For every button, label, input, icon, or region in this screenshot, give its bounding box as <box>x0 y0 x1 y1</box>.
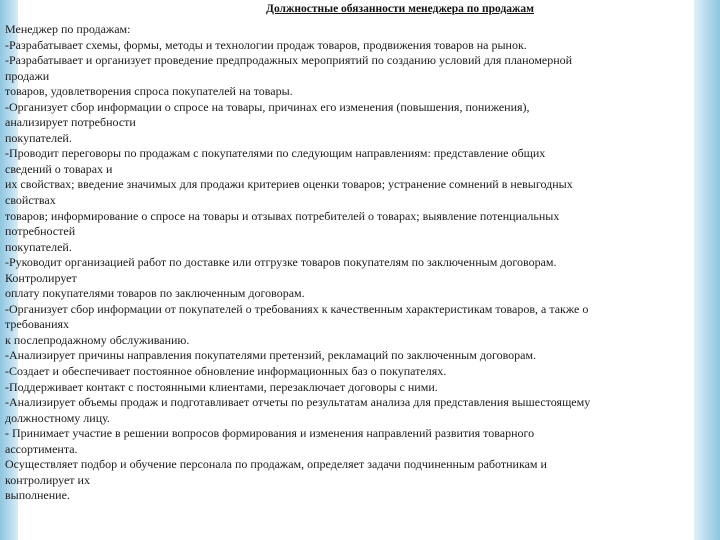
text-line: -Разрабатывает и организует проведение предпродажных мероприятий по созданию условий для планомерной <box>5 53 573 68</box>
text-line: Менеджер по продажам: <box>5 22 131 36</box>
document-body <box>5 22 695 504</box>
text-line: -Руководит организацией работ по доставке или отгрузке товаров покупателям по заключенным договорам. <box>5 255 557 270</box>
text-line: требованиях <box>5 317 70 332</box>
text-line: Осуществляет подбор и обучение персонала по продажам, определяет задачи подчиненным работникам и <box>5 457 547 472</box>
text-line: -Организует сбор информации от покупателей о требованиях к качественным характеристикам товаров, а также о <box>5 301 589 316</box>
text-line: потребностей <box>5 224 76 239</box>
text-line: -Разрабатывает схемы, формы, методы и технологии продаж товаров, продвижения товаров на рынок. <box>5 37 527 52</box>
text-line: свойствах <box>5 193 56 208</box>
text-line: должностному лицу. <box>5 410 110 425</box>
text-line: продажи <box>5 68 50 83</box>
text-line: сведений о товарах и <box>5 161 113 176</box>
document-title: Должностные обязанности менеджера по продажам <box>266 3 534 15</box>
text-line: контролирует их <box>5 472 90 487</box>
text-line: Контролирует <box>5 270 77 285</box>
text-line: товаров; информирование о спросе на товары и отзывах потребителей о товарах; выявление потенциальных <box>5 208 560 223</box>
text-line: -Проводит переговоры по продажам с покупателями по следующим направлениям: представление общих <box>5 146 546 161</box>
text-line: покупателей. <box>5 239 72 254</box>
text-line: товаров, удовлетворения спроса покупателей на товары. <box>5 84 293 99</box>
text-line: -Организует сбор информации о спросе на товары, причинах его изменения (повышения, понижения), <box>5 99 530 114</box>
text-line: -Создает и обеспечивает постоянное обновление информационных баз о покупателях. <box>5 364 447 379</box>
text-line: оплату покупателями товаров по заключенным договорам. <box>5 286 305 301</box>
text-line: ассортимента. <box>5 441 78 456</box>
text-line: выполнение. <box>5 488 70 503</box>
text-line: -Анализирует объемы продаж и подготавливает отчеты по результатам анализа для представления вышестоящему <box>5 395 591 410</box>
text-line: анализирует потребности <box>5 115 136 130</box>
text-line: покупателей. <box>5 130 72 145</box>
text-line: к послепродажному обслуживанию. <box>5 332 190 347</box>
text-line: -Поддерживает контакт с постоянными клиентами, перезаключает договоры с ними. <box>5 379 438 394</box>
text-line: их свойствах; введение значимых для продажи критериев оценки товаров; устранение сомнений в невыгодных <box>5 177 573 192</box>
text-line: - Принимает участие в решении вопросов формирования и изменения направлений развития товарного <box>5 426 535 441</box>
text-line: -Анализирует причины направления покупателями претензий, рекламаций по заключенным договорам. <box>5 348 537 363</box>
